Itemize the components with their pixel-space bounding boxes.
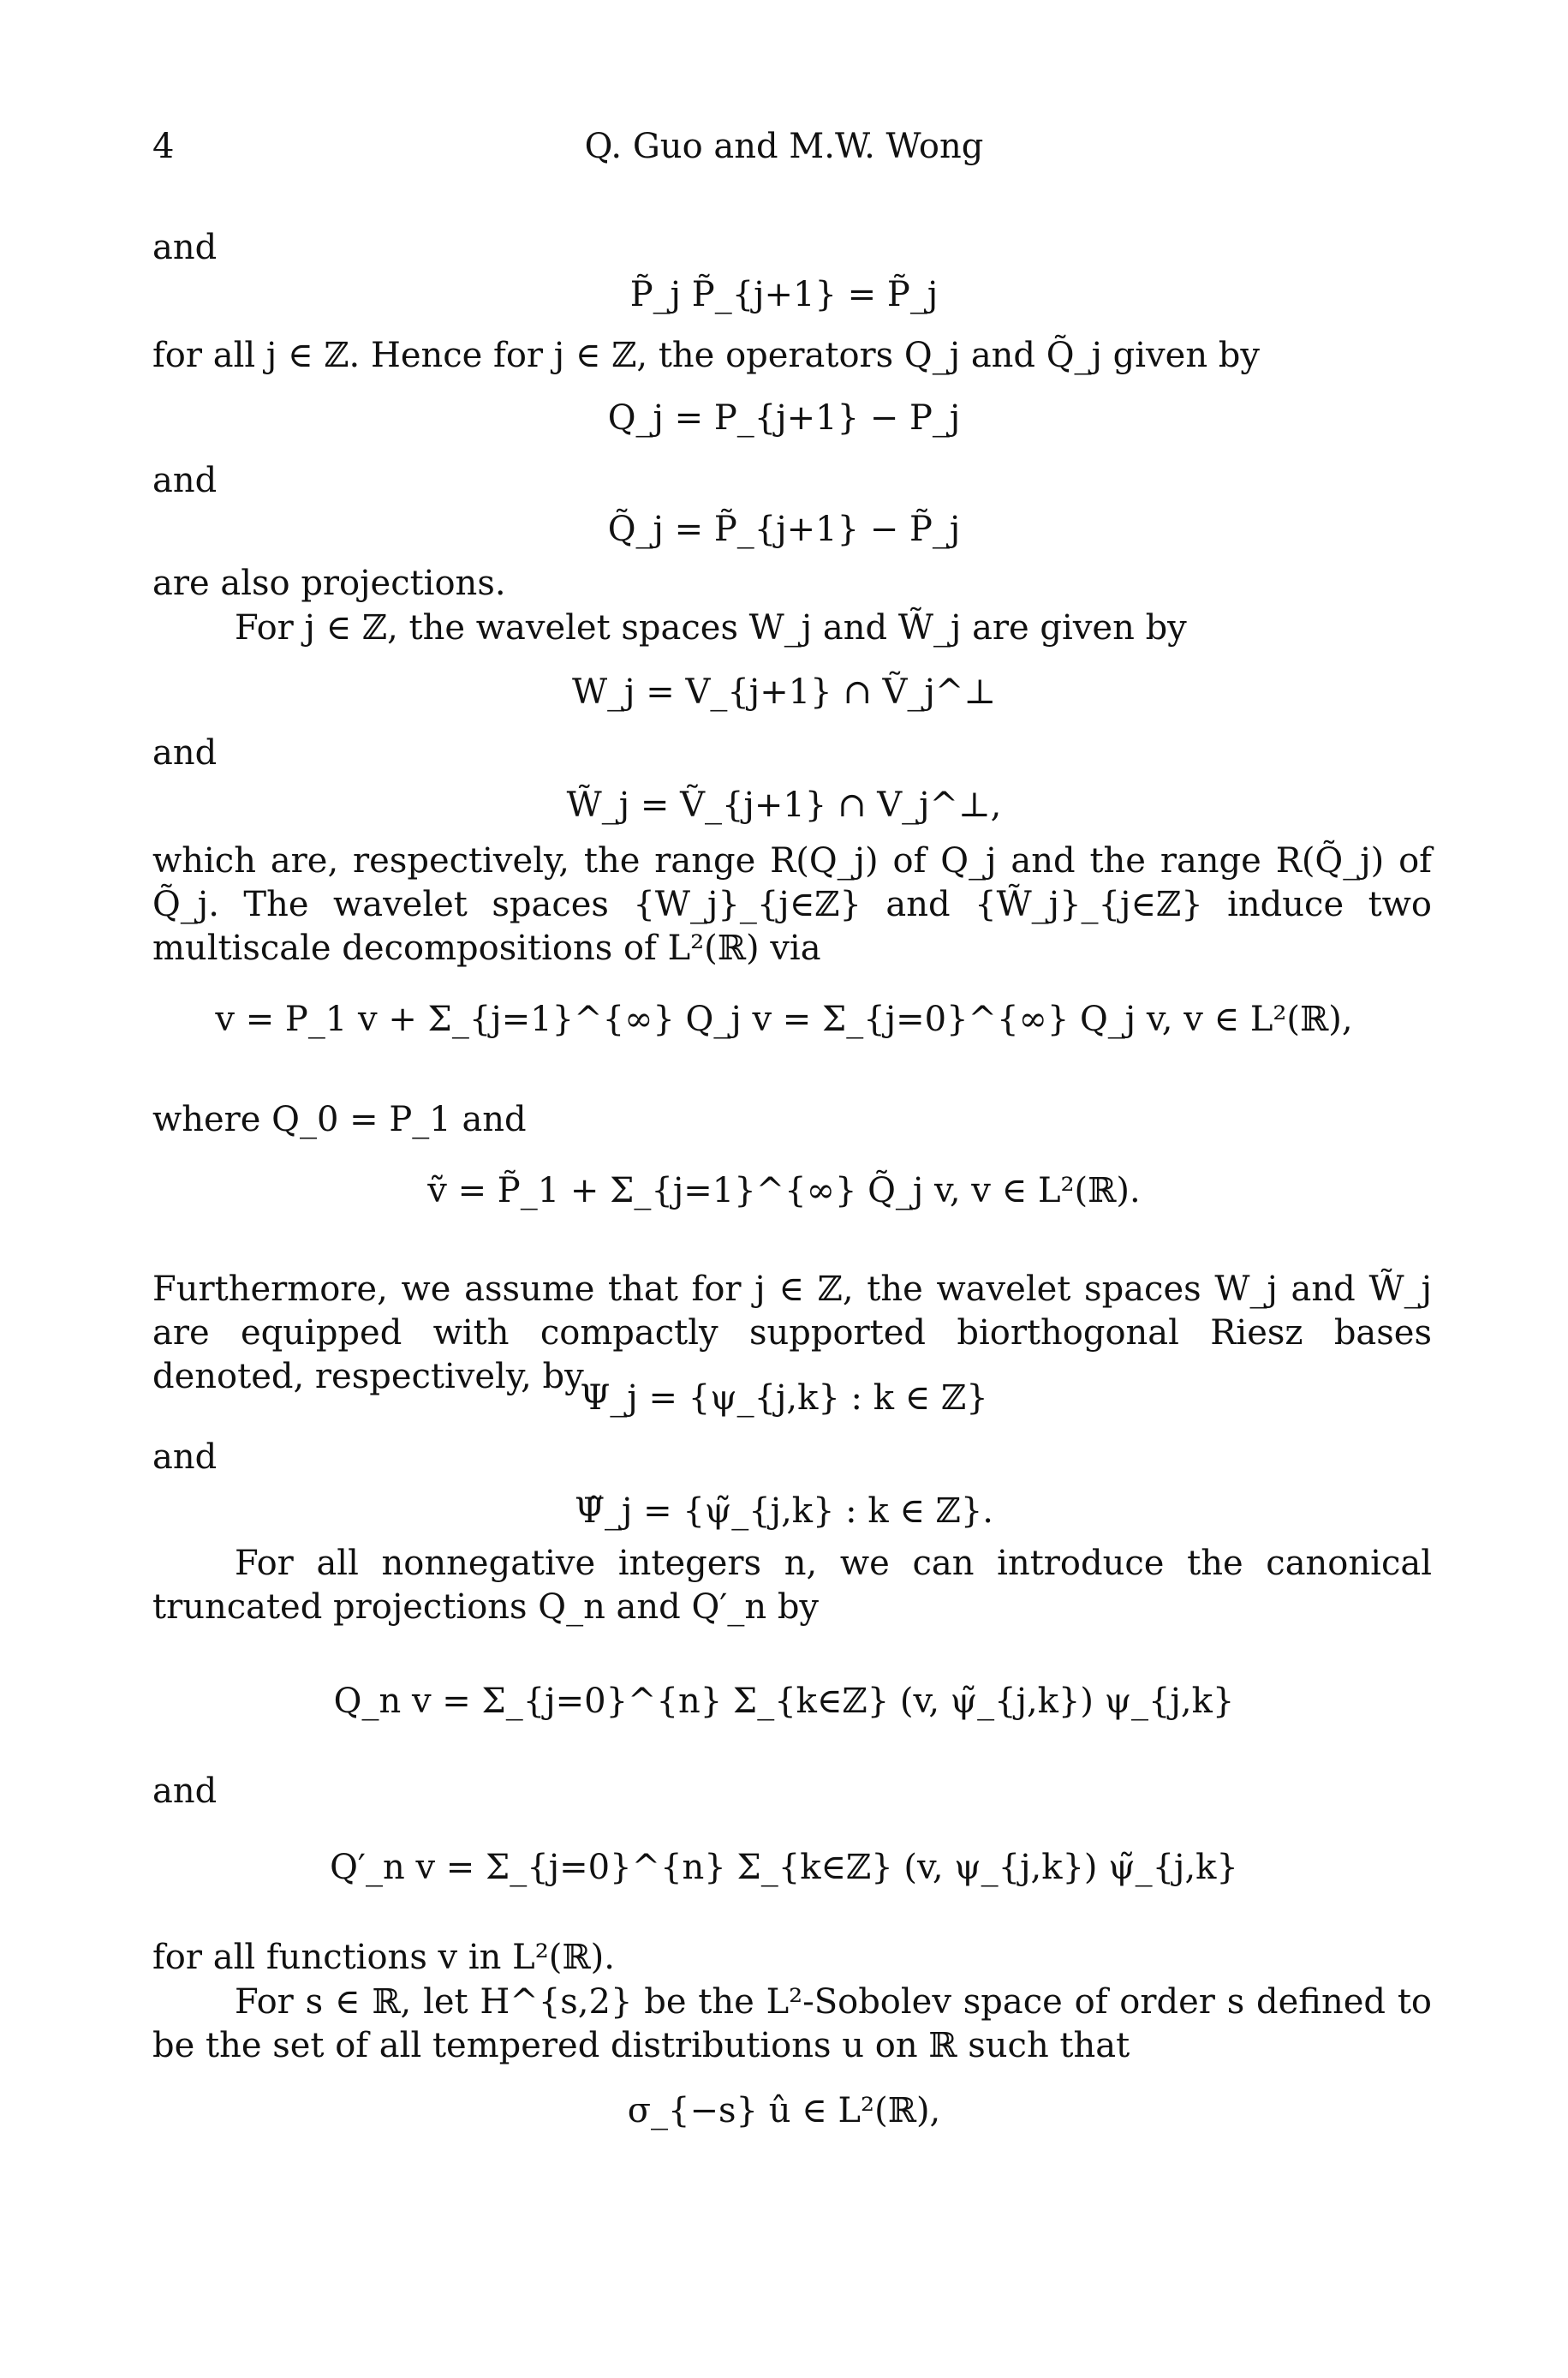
paragraph-wavelet-spaces: For j ∈ ℤ, the wavelet spaces W_j and W̃_j are given by xyxy=(235,608,1187,648)
equation-6: v = P_1 v + Σ_{j=1}^{∞} Q_j v = Σ_{j=0}^{∞} Q_j v, v ∈ L²(ℝ), xyxy=(215,1000,1353,1039)
paragraph-truncated: For all nonnegative integers n, we can introduce the canonical truncated projections Q_n and Q′_n by xyxy=(152,1544,1432,1627)
text-where: where Q_0 = P_1 and xyxy=(152,1100,527,1139)
paragraph-sobolev: For s ∈ ℝ, let H^{s,2} be the L²-Sobolev space of order s defined to be the set of all tempered distributions u on ℝ such that xyxy=(152,1982,1432,2065)
equation-1: P̃_j P̃_{j+1} = P̃_j xyxy=(629,275,939,314)
equation-4: W_j = V_{j+1} ∩ Ṽ_j^⊥ xyxy=(572,672,996,712)
text-projections: are also projections. xyxy=(152,564,506,603)
text-and-5: and xyxy=(152,1772,218,1811)
text-and-1: and xyxy=(152,228,218,267)
equation-11: Q′_n v = Σ_{j=0}^{n} Σ_{k∈ℤ} (v, ψ_{j,k}) ψ̃_{j,k} xyxy=(330,1848,1238,1887)
text-and-3: and xyxy=(152,733,218,773)
page-number: 4 xyxy=(152,127,175,166)
paragraph-range: which are, respectively, the range R(Q_j) of Q_j and the range R(Q̃_j) of Q̃_j. The wavelet spaces {W_j}_{j∈ℤ} and {W̃_j}_{j∈ℤ} induce two multiscale decompositions of L²(ℝ) via xyxy=(152,841,1432,968)
text-functions: for all functions v in L²(ℝ). xyxy=(152,1938,615,1977)
text-and-4: and xyxy=(152,1437,218,1477)
equation-5: W̃_j = Ṽ_{j+1} ∩ V_j^⊥, xyxy=(566,786,1002,825)
running-head: Q. Guo and M.W. Wong xyxy=(584,127,984,166)
equation-7: ṽ = P̃_1 + Σ_{j=1}^{∞} Q̃_j v, v ∈ L²(ℝ). xyxy=(427,1171,1141,1210)
text-and-2: and xyxy=(152,461,218,500)
paragraph-operators: for all j ∈ ℤ. Hence for j ∈ ℤ, the operators Q_j and Q̃_j given by xyxy=(152,336,1261,375)
equation-8: Ψ_j = {ψ_{j,k} : k ∈ ℤ} xyxy=(580,1378,988,1418)
equation-2: Q_j = P_{j+1} − P_j xyxy=(607,398,961,438)
equation-3: Q̃_j = P̃_{j+1} − P̃_j xyxy=(607,510,961,549)
equation-12: σ_{−s} û ∈ L²(ℝ), xyxy=(627,2091,941,2130)
paragraph-furthermore: Furthermore, we assume that for j ∈ ℤ, the wavelet spaces W_j and W̃_j are equipped with compactly supported biorthogonal Riesz bases denoted, respectively, by xyxy=(152,1270,1432,1396)
equation-9: Ψ̃_j = {ψ̃_{j,k} : k ∈ ℤ}. xyxy=(574,1491,994,1531)
equation-10: Q_n v = Σ_{j=0}^{n} Σ_{k∈ℤ} (v, ψ̃_{j,k}) ψ_{j,k} xyxy=(333,1682,1235,1721)
